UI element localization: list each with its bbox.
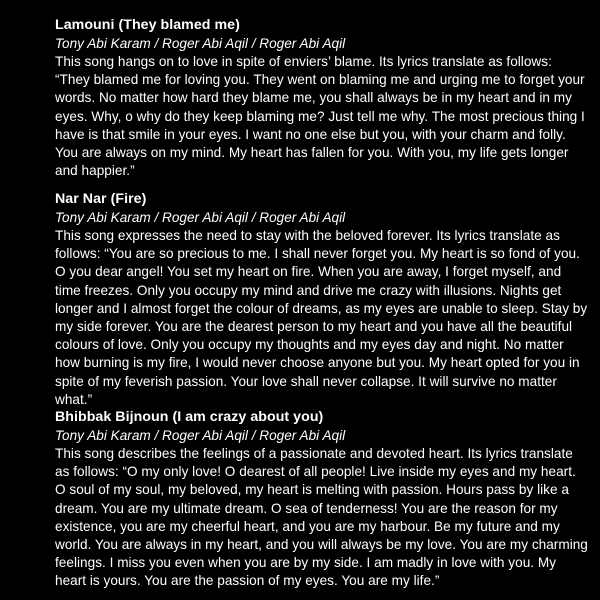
song-credits: Tony Abi Karam / Roger Abi Aqil / Roger Abi Aqil [55,210,346,225]
song-entry [55,16,590,180]
song-title: Lamouni (They blamed me) [55,17,240,33]
song-description: This song hangs on to love in spite of enviers’ blame. Its lyrics translate as follows: “They blamed me for loving you. They went on blaming me and urging me to forget your words. No matter how hard they blame me, you shall always be in my heart and in my eyes. Why, o why do they keep blaming me? Just tell me why. The most precious thing I have is that smile in your eyes. I want no one else but you, with your charm and folly. You are always on my mind. My heart has fallen for you. With you, my life gets longer and happier.” [55,54,585,179]
song-credits: Tony Abi Karam / Roger Abi Aqil / Roger Abi Aqil [55,36,346,51]
song-entry [55,190,590,409]
song-credits: Tony Abi Karam / Roger Abi Aqil / Roger Abi Aqil [55,428,346,443]
song-description: This song describes the feelings of a passionate and devoted heart. Its lyrics translate as follows: “O my only love! O dearest of all people! Live inside my eyes and my heart. O soul of my soul, my beloved, my heart is melting with passion. Hours pass by like a dream. You are my ultimate dream. O sea of tenderness! You are the reason for my existence, you are my cheerful heart, and you are my harbour. Be my future and my world. You are always in my heart, and you will always be my love. You are my charming feelings. I miss you even when you are by my side. I am madly in love with you. My heart is yours. You are the passion of my eyes. You are my life.” [55,446,588,589]
song-description: This song expresses the need to stay with the beloved forever. Its lyrics translate as follows: “You are so precious to me. I shall never forget you. My heart is so fond of you. O you dear angel! You set my heart on fire. When you are away, I forget myself, and time freezes. Only you occupy my mind and drive me crazy with illusions. Nights get longer and I almost forget the colour of dreams, as my eyes are unable to sleep. Stay by my side forever. You are the dearest person to my heart and you have all the beautiful colours of love. Only you occupy my thoughts and my eyes day and night. No matter how burning is my fire, I would never choose anyone but you. My heart opted for you in spite of my feverish passion. Your love shall never collapse. It will survive no matter what.” [55,228,588,407]
song-entry [55,408,590,591]
song-title: Nar Nar (Fire) [55,191,147,207]
song-title: Bhibbak Bijnoun (I am crazy about you) [55,409,324,425]
